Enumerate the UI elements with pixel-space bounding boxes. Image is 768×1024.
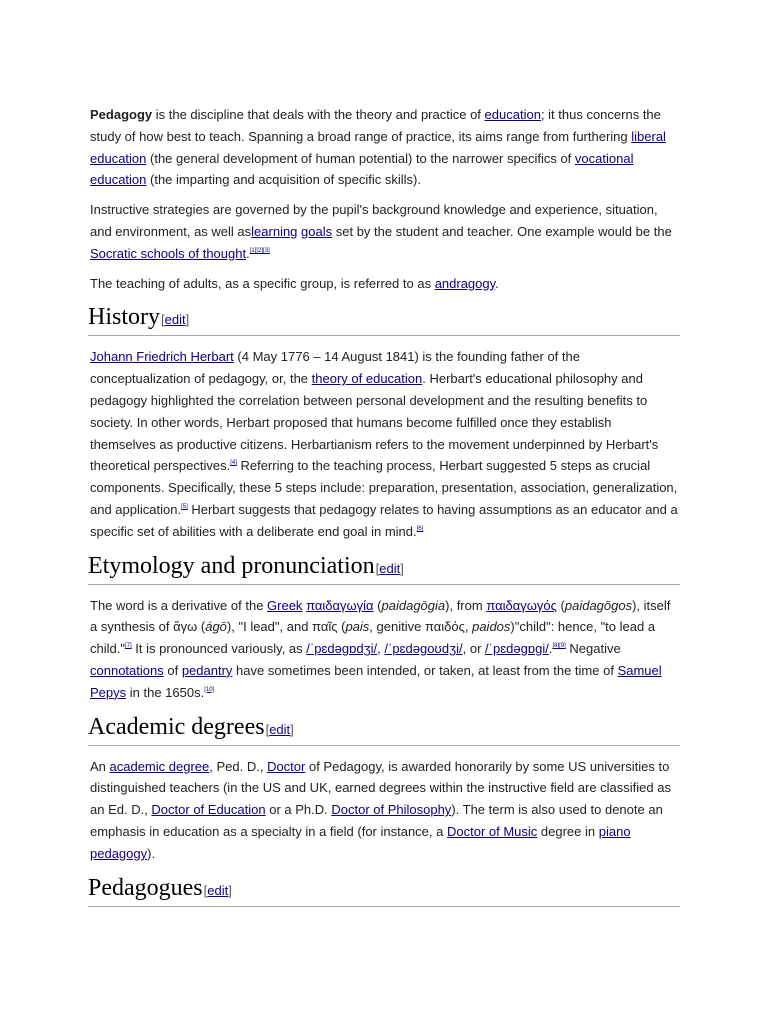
link-liberal-education[interactable]: liberal education <box>90 128 666 166</box>
academic-paragraph <box>90 756 680 865</box>
reference-link[interactable]: [10] <box>204 686 215 693</box>
reference-link[interactable]: [8][9] <box>552 643 566 650</box>
link-education[interactable]: education <box>484 107 541 122</box>
link-doctor[interactable]: Doctor <box>267 758 306 774</box>
link-greek[interactable]: Greek <box>267 597 303 613</box>
transliteration: paidos <box>472 619 511 635</box>
text: ). The term is also used to denote an emphasis in education as a specialty in a field (for instance, a <box>90 802 663 839</box>
reference-link[interactable]: [6] <box>416 525 424 532</box>
intro-paragraph-2 <box>90 199 680 264</box>
transliteration: ágō <box>205 619 227 635</box>
edit-section: [edit] <box>265 721 294 737</box>
link-socratic-schools[interactable]: Socratic schools of thought <box>90 245 247 261</box>
text: , Ped. D., <box>209 758 268 774</box>
section-heading-pedagogues <box>88 875 680 907</box>
link-goals[interactable]: goals <box>301 223 333 239</box>
text: have sometimes been intended, or taken, at least from the time of <box>232 662 618 678</box>
heading-title: History <box>88 304 160 331</box>
text: , <box>377 641 385 657</box>
link-vocational-education[interactable]: vocational education <box>90 150 634 188</box>
article-body <box>90 104 680 917</box>
text: ), from <box>445 597 487 613</box>
link-herbart[interactable]: Johann Friedrich Herbart <box>90 349 234 365</box>
reference-link[interactable]: [5] <box>181 503 188 510</box>
intro-paragraph-3 <box>90 273 680 295</box>
edit-link[interactable]: edit <box>207 882 229 898</box>
transliteration: paidagōgos <box>564 597 633 613</box>
edit-link[interactable]: edit <box>269 721 291 737</box>
text: Instructive strategies are governed by the pupil's background knowledge and experience, situation, and environment, as well as <box>90 202 658 239</box>
text: . Herbart's educational philosophy and pedagogy highlighted the correlation between personal development and the resulting benefits to society. In other words, Herbart proposed that humans become fulfilled once they establish themselves as productive citizens. Herbartianism refers to the movement underpinned by Herbart's theoretical perspectives. <box>90 371 659 474</box>
text: (the imparting and acquisition of specific skills). <box>146 172 421 188</box>
text: is the discipline that deals with the theory and practice of <box>152 107 485 122</box>
heading-title: Etymology and pronunciation <box>88 552 375 579</box>
text: Herbart suggests that pedagogy relates to having assumptions as an educator and a specific set of abilities with a deliberate end goal in mind. <box>90 501 678 539</box>
section-heading-history <box>88 304 680 336</box>
text: degree in <box>537 823 599 839</box>
link-doctor-of-music[interactable]: Doctor of Music <box>446 823 538 839</box>
link-andragogy[interactable]: andragogy <box>434 275 496 291</box>
text: (the general development of human potential) to the narrower specifics of <box>146 150 575 166</box>
text: ), itself a synthesis of ἄγω ( <box>90 597 671 635</box>
edit-link[interactable]: edit <box>164 312 186 328</box>
text: ( <box>556 597 565 613</box>
transliteration: pais <box>345 619 370 635</box>
text: set by the student and teacher. One example would be the <box>332 223 672 239</box>
link-doctor-of-education[interactable]: Doctor of Education <box>151 802 266 818</box>
text: in the 1650s. <box>126 684 205 700</box>
etymology-paragraph <box>90 595 680 704</box>
text: The word is a derivative of the <box>90 597 268 613</box>
text: The teaching of adults, as a specific group, is referred to as <box>90 275 435 291</box>
article-subject: Pedagogy <box>90 107 153 122</box>
text: ), "I lead", and παῖς ( <box>226 619 346 635</box>
text: ( <box>373 597 382 613</box>
text: ; it thus concerns the study of how best to teach. Spanning a broad range of practice, its aims range from furthering <box>90 107 661 144</box>
intro-paragraph-1 <box>90 104 680 191</box>
reference-link[interactable]: [1][2][3] <box>249 247 270 254</box>
edit-section: [edit] <box>375 560 404 576</box>
history-paragraph <box>90 346 680 542</box>
link-pedantry[interactable]: pedantry <box>181 662 233 678</box>
link-theory-of-education[interactable]: theory of education <box>311 371 423 387</box>
text: . <box>246 245 250 261</box>
text: , or <box>462 641 486 657</box>
heading-title: Academic degrees <box>88 713 265 740</box>
greek-word-link[interactable]: παιδαγωγός <box>486 597 557 613</box>
text: )"child": hence, "to lead a child." <box>90 619 656 657</box>
link-samuel-pepys[interactable]: Samuel Pepys <box>90 662 662 700</box>
text: Negative <box>565 641 621 657</box>
section-heading-academic-degrees <box>88 714 680 746</box>
greek-word-link[interactable]: παιδαγωγία <box>306 597 374 613</box>
text: or a Ph.D. <box>265 802 332 818</box>
text: , genitive παιδός, <box>369 619 473 635</box>
text: of Pedagogy, is awarded honorarily by some US universities to distinguished teachers (in the US and UK, earned degrees within the instructive field are classified as an Ed. D., <box>90 758 671 818</box>
text: of <box>163 662 182 678</box>
ipa-pronunciation-link[interactable]: /ˈpɛdəɡɒɡi/ <box>485 641 549 657</box>
ipa-pronunciation-link[interactable]: /ˈpɛdəɡoʊdʒi/ <box>384 641 463 657</box>
section-heading-etymology <box>88 553 680 585</box>
text: . <box>548 641 553 657</box>
link-academic-degree[interactable]: academic degree <box>109 758 210 774</box>
link-learning[interactable]: learning <box>251 223 298 239</box>
text: It is pronounced variously, as <box>131 641 307 657</box>
link-connotations[interactable]: connotations <box>90 662 164 678</box>
link-doctor-of-philosophy[interactable]: Doctor of Philosophy <box>331 802 452 818</box>
text: ). <box>147 845 156 861</box>
transliteration: paidagōgia <box>381 597 446 613</box>
reference-link[interactable]: [7] <box>124 643 132 650</box>
text: Referring to the teaching process, Herbart suggested 5 steps as crucial components. Specifically, these 5 steps include: preparation, presentation, association, generalization, and application. <box>90 458 678 517</box>
text: (4 May 1776 – 14 August 1841) is the founding father of the conceptualization of pedagogy, or, the <box>90 349 580 387</box>
edit-section: [edit] <box>203 882 232 898</box>
text: . <box>495 275 499 291</box>
edit-link[interactable]: edit <box>379 560 401 576</box>
text: An <box>90 758 110 774</box>
heading-title: Pedagogues <box>88 874 203 901</box>
edit-section: [edit] <box>161 312 190 328</box>
link-piano-pedagogy[interactable]: piano pedagogy <box>90 823 631 861</box>
ipa-pronunciation-link[interactable]: /ˈpɛdəɡɒdʒi/ <box>306 641 378 657</box>
reference-link[interactable]: [4] <box>230 460 237 467</box>
